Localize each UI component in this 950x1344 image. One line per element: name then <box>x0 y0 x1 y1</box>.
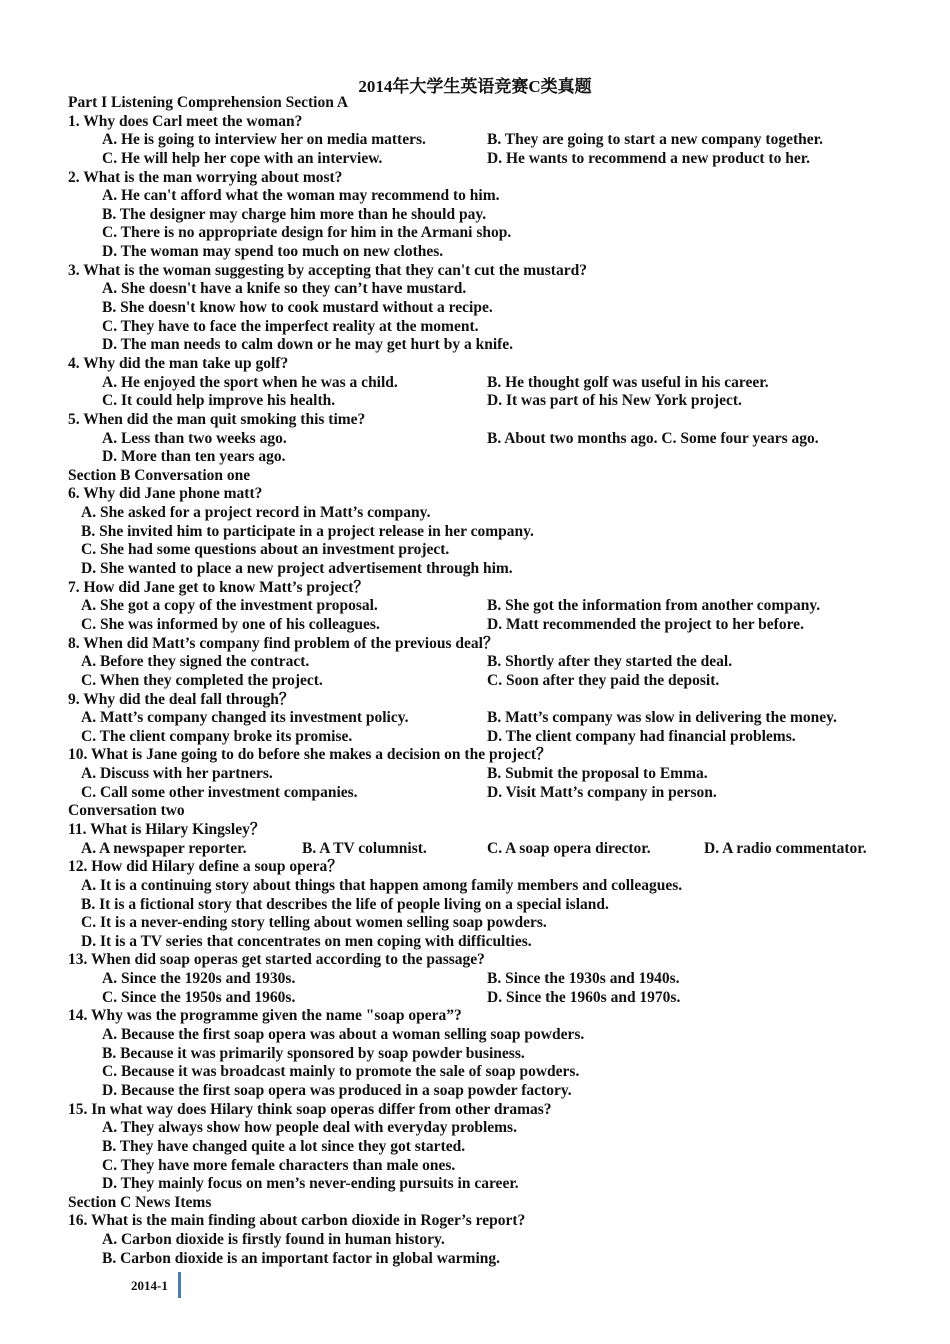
line-text: 15. In what way does Hilary think soap operas differ from other dramas? <box>68 1100 552 1118</box>
line-text: A. It is a continuing story about things that happen among family members and colleagues. <box>81 876 683 894</box>
line-text: A. She asked for a project record in Matt’s company. <box>81 504 431 522</box>
question-line <box>68 113 898 132</box>
option-line <box>68 672 898 691</box>
line-text: B. Carbon dioxide is an important factor in global warming. <box>102 1249 501 1267</box>
option-line <box>68 243 898 262</box>
option-text-col2: B. About two months ago. C. Some four years ago. <box>487 429 819 447</box>
line-text: D. Because the first soap opera was produced in a soap powder factory. <box>102 1081 572 1099</box>
question-line <box>68 821 898 840</box>
question-line <box>68 1194 898 1213</box>
line-text: C. It is a never-ending story telling about women selling soap powders. <box>81 914 547 932</box>
line-text: D. More than ten years ago. <box>102 448 286 466</box>
line-text: 13. When did soap operas get started according to the passage? <box>68 951 485 969</box>
line-text: A. He is going to interview her on media matters. <box>102 131 426 149</box>
question-line <box>68 94 898 113</box>
option-line <box>68 504 898 523</box>
question-line <box>68 467 898 486</box>
line-text: 7. How did Jane get to know Matt’s project？ <box>68 578 369 596</box>
option-line <box>68 597 898 616</box>
line-text: A. She doesn't have a knife so they can’t have mustard. <box>102 280 467 298</box>
option-line <box>68 896 898 915</box>
line-text: A. They always show how people deal with everyday problems. <box>102 1119 517 1137</box>
option-line <box>68 970 898 989</box>
line-text: 4. Why did the man take up golf? <box>68 354 289 372</box>
option-line <box>68 914 898 933</box>
question-line <box>68 579 898 598</box>
line-text: Section B Conversation one <box>68 466 251 484</box>
line-text: C. Since the 1950s and 1960s. <box>102 988 296 1006</box>
document-body <box>68 94 898 1268</box>
option-text-col2: B. She got the information from another company. <box>487 597 821 615</box>
option-line <box>68 1063 898 1082</box>
option-line <box>68 1231 898 1250</box>
option-line <box>68 1175 898 1194</box>
question-line <box>68 691 898 710</box>
option-text-col2: D. Matt recommended the project to her before. <box>487 615 804 633</box>
option-line <box>68 224 898 243</box>
question-line <box>68 1007 898 1026</box>
option-line <box>68 840 898 859</box>
line-text: Section C News Items <box>68 1193 212 1211</box>
option-line <box>68 1157 898 1176</box>
option-text-col2: D. He wants to recommend a new product to her. <box>487 149 811 167</box>
question-line <box>68 1212 898 1231</box>
question-line <box>68 1101 898 1120</box>
line-text: 9. Why did the deal fall through？ <box>68 690 295 708</box>
line-text: A. A newspaper reporter. <box>81 839 247 857</box>
line-text: A. Before they signed the contract. <box>81 653 310 671</box>
line-text: C. It could help improve his health. <box>102 392 336 410</box>
option-line <box>68 1250 898 1269</box>
option-line <box>68 560 898 579</box>
question-line <box>68 635 898 654</box>
question-line <box>68 802 898 821</box>
option-line <box>68 616 898 635</box>
question-line <box>68 355 898 374</box>
option-line <box>68 336 898 355</box>
page-title: 2014年大学生英语竞赛C类真题 <box>358 77 592 96</box>
line-text: A. Carbon dioxide is firstly found in human history. <box>102 1231 445 1249</box>
option-line <box>68 150 898 169</box>
option-line <box>68 187 898 206</box>
line-text: D. The man needs to calm down or he may get hurt by a knife. <box>102 336 514 354</box>
question-line <box>68 746 898 765</box>
line-text: A. Less than two weeks ago. <box>102 429 287 447</box>
line-text: A. He enjoyed the sport when he was a child. <box>102 373 398 391</box>
option-line <box>68 280 898 299</box>
option-text-col2: D. Since the 1960s and 1970s. <box>487 988 681 1006</box>
line-text: C. There is no appropriate design for him in the Armani shop. <box>102 224 512 242</box>
line-text: B. The designer may charge him more than he should pay. <box>102 205 487 223</box>
option-line <box>68 728 898 747</box>
option-line <box>68 765 898 784</box>
line-text: 16. What is the main finding about carbon dioxide in Roger’s report? <box>68 1212 526 1230</box>
option-line <box>68 448 898 467</box>
option-line <box>68 430 898 449</box>
option-line <box>68 653 898 672</box>
option-line <box>68 318 898 337</box>
line-text: B. She doesn't know how to cook mustard without a recipe. <box>102 299 493 317</box>
line-text: C. They have to face the imperfect reality at the moment. <box>102 317 479 335</box>
option-text-col2: D. Visit Matt’s company in person. <box>487 783 717 801</box>
line-text: D. It is a TV series that concentrates on men coping with difficulties. <box>81 932 532 950</box>
line-text: C. They have more female characters than male ones. <box>102 1156 456 1174</box>
line-text: 1. Why does Carl meet the woman? <box>68 112 303 130</box>
option-line <box>68 541 898 560</box>
question-line <box>68 411 898 430</box>
line-text: C. Because it was broadcast mainly to promote the sale of soap powders. <box>102 1063 580 1081</box>
option-text-col2: D. The client company had financial problems. <box>487 727 796 745</box>
option-line <box>68 989 898 1008</box>
line-text: D. The woman may spend too much on new clothes. <box>102 243 444 261</box>
option-line <box>68 523 898 542</box>
line-text: 3. What is the woman suggesting by accepting that they can't cut the mustard? <box>68 261 587 279</box>
question-line <box>68 951 898 970</box>
line-text: D. They mainly focus on men’s never-ending pursuits in career. <box>102 1175 519 1193</box>
question-line <box>68 262 898 281</box>
line-text: 2. What is the man worrying about most? <box>68 168 343 186</box>
option-line <box>68 1082 898 1101</box>
line-text: C. He will help her cope with an interview. <box>102 149 383 167</box>
line-text: A. Discuss with her partners. <box>81 765 273 783</box>
option-text-col2: D. It was part of his New York project. <box>487 392 742 410</box>
line-text: C. The client company broke its promise. <box>81 727 353 745</box>
question-line <box>68 169 898 188</box>
option-line <box>68 1119 898 1138</box>
line-text: 14. Why was the programme given the name "soap opera”? <box>68 1007 462 1025</box>
line-text: A. Because the first soap opera was about a woman selling soap powders. <box>102 1026 585 1044</box>
line-text: A. She got a copy of the investment proposal. <box>81 597 378 615</box>
line-text: B. It is a fictional story that describes the life of people living on a special island. <box>81 895 609 913</box>
option-line <box>68 877 898 896</box>
option-text: B. A TV columnist. <box>302 839 427 857</box>
option-text-col2: C. Soon after they paid the deposit. <box>487 671 720 689</box>
line-text: C. She was informed by one of his colleagues. <box>81 615 380 633</box>
option-text-col2: B. They are going to start a new company together. <box>487 131 823 149</box>
line-text: C. Call some other investment companies. <box>81 783 358 801</box>
line-text: B. Because it was primarily sponsored by soap powder business. <box>102 1044 525 1062</box>
line-text: A. Since the 1920s and 1930s. <box>102 970 296 988</box>
line-text: B. They have changed quite a lot since they got started. <box>102 1137 466 1155</box>
line-text: C. She had some questions about an investment project. <box>81 541 450 559</box>
line-text: 11. What is Hilary Kingsley？ <box>68 820 266 838</box>
option-line <box>68 374 898 393</box>
option-line <box>68 784 898 803</box>
question-line <box>68 485 898 504</box>
option-line <box>68 933 898 952</box>
option-text-col2: B. He thought golf was useful in his career. <box>487 373 769 391</box>
option-line <box>68 392 898 411</box>
line-text: D. She wanted to place a new project advertisement through him. <box>81 560 513 578</box>
line-text: 8. When did Matt’s company find problem of the previous deal？ <box>68 634 499 652</box>
option-line <box>68 131 898 150</box>
option-line <box>68 299 898 318</box>
option-line <box>68 1045 898 1064</box>
option-text-col2: B. Submit the proposal to Emma. <box>487 765 708 783</box>
page-footer: 2014-1 <box>131 1278 168 1293</box>
line-text: C. When they completed the project. <box>81 671 323 689</box>
question-line <box>68 858 898 877</box>
option-line <box>68 1138 898 1157</box>
line-text: B. She invited him to participate in a project release in her company. <box>81 522 534 540</box>
line-text: 12. How did Hilary define a soup opera？ <box>68 858 343 876</box>
option-text-col2: B. Since the 1930s and 1940s. <box>487 970 680 988</box>
line-text: 5. When did the man quit smoking this time? <box>68 410 366 428</box>
line-text: A. He can't afford what the woman may recommend to him. <box>102 187 500 205</box>
option-text-col2: B. Shortly after they started the deal. <box>487 653 733 671</box>
option-line <box>68 206 898 225</box>
footer-divider <box>178 1272 181 1298</box>
line-text: Part I Listening Comprehension Section A <box>68 94 349 111</box>
option-text: D. A radio commentator. <box>704 839 867 857</box>
line-text: A. Matt’s company changed its investment policy. <box>81 709 409 727</box>
option-line <box>68 1026 898 1045</box>
line-text: 10. What is Jane going to do before she makes a decision on the project？ <box>68 746 552 764</box>
option-text-col2: B. Matt’s company was slow in delivering the money. <box>487 709 837 727</box>
line-text: Conversation two <box>68 802 185 820</box>
option-line <box>68 709 898 728</box>
line-text: 6. Why did Jane phone matt? <box>68 485 263 503</box>
option-text-col2: C. A soap opera director. <box>487 839 651 857</box>
